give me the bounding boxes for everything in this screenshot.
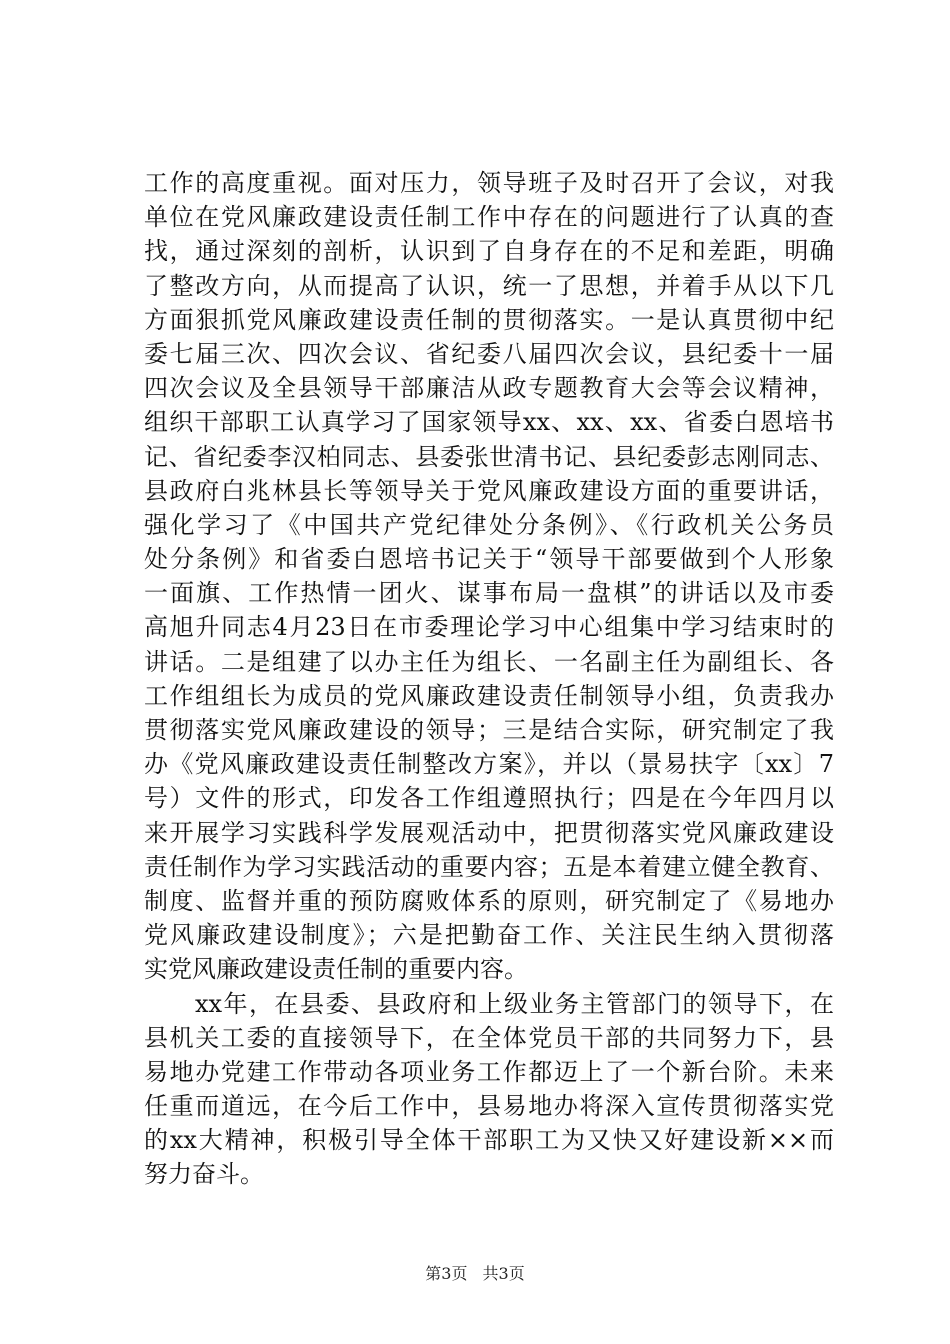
text-line: 贯彻落实党风廉政建设的领导；三是结合实际，研究制定了我 [144, 716, 834, 744]
text-line: 来开展学习实践科学发展观活动中，把贯彻落实党风廉政建设 [144, 818, 834, 847]
text-line: 四次会议及全县领导干部廉洁从政专题教育大会等会议精神， [144, 374, 834, 403]
page-total: 共3页 [482, 1264, 525, 1283]
text-line: 的xx大精神，积极引导全体干部职工为又快又好建设新××而 [144, 1126, 834, 1155]
text-line: 县政府白兆林县长等领导关于党风廉政建设方面的重要讲话， [144, 476, 834, 505]
text-line: 县机关工委的直接领导下，在全体党员干部的共同努力下，县 [144, 1023, 834, 1052]
paragraph-end-line: 努力奋斗。 [144, 1160, 264, 1189]
text-line: 单位在党风廉政建设责任制工作中存在的问题进行了认真的查 [144, 203, 834, 232]
text-line: 记、省纪委李汉柏同志、县委张世清书记、县纪委彭志刚同志、 [144, 442, 834, 471]
text-line: 了整改方向，从而提高了认识，统一了思想，并着手从以下几 [144, 271, 834, 300]
text-line: 易地办党建工作带动各项业务工作都迈上了一个新台阶。未来 [144, 1057, 834, 1086]
text-line: 组织干部职工认真学习了国家领导xx、xx、xx、省委白恩培书 [144, 408, 834, 437]
text-line: 委七届三次、四次会议、省纪委八届四次会议，县纪委十一届 [144, 339, 834, 368]
text-line: 高旭升同志4月23日在市委理论学习中心组集中学习结束时的 [144, 613, 834, 642]
text-line: 办《党风廉政建设责任制整改方案》，并以（景易扶字〔xx〕7 [144, 750, 834, 779]
text-line: 强化学习了《中国共产党纪律处分条例》、《行政机关公务员 [144, 510, 834, 539]
document-body [144, 166, 834, 1192]
text-line: 工作的高度重视。面对压力，领导班子及时召开了会议，对我 [144, 169, 834, 197]
text-line: 工作组组长为成员的党风廉政建设责任制领导小组，负责我办 [144, 681, 834, 710]
text-line: 一面旗、工作热情一团火、谋事布局一盘棋”的讲话以及市委 [144, 579, 834, 608]
text-line: 讲话。二是组建了以办主任为组长、一名副主任为副组长、各 [144, 647, 834, 676]
paragraph-end-line: 实党风廉政建设责任制的重要内容。 [144, 955, 528, 984]
text-line: 处分条例》和省委白恩培书记关于“领导干部要做到个人形象 [144, 545, 834, 574]
page-number: 第3页 [425, 1264, 468, 1283]
page-footer [0, 1264, 950, 1284]
text-line: 责任制作为学习实践活动的重要内容；五是本着建立健全教育、 [144, 852, 834, 881]
paragraph-start-line: xx年，在县委、县政府和上级业务主管部门的领导下，在 [144, 989, 834, 1018]
text-line: 任重而道远，在今后工作中，县易地办将深入宣传贯彻落实党 [144, 1092, 834, 1121]
text-line: 党风廉政建设制度》；六是把勤奋工作、关注民生纳入贯彻落 [144, 921, 834, 950]
text-line: 方面狠抓党风廉政建设责任制的贯彻落实。一是认真贯彻中纪 [144, 305, 834, 334]
text-line: 制度、监督并重的预防腐败体系的原则，研究制定了《易地办 [144, 886, 834, 915]
text-line: 找，通过深刻的剖析，认识到了自身存在的不足和差距，明确 [144, 237, 834, 266]
text-line: 号）文件的形式，印发各工作组遵照执行；四是在今年四月以 [144, 784, 834, 813]
